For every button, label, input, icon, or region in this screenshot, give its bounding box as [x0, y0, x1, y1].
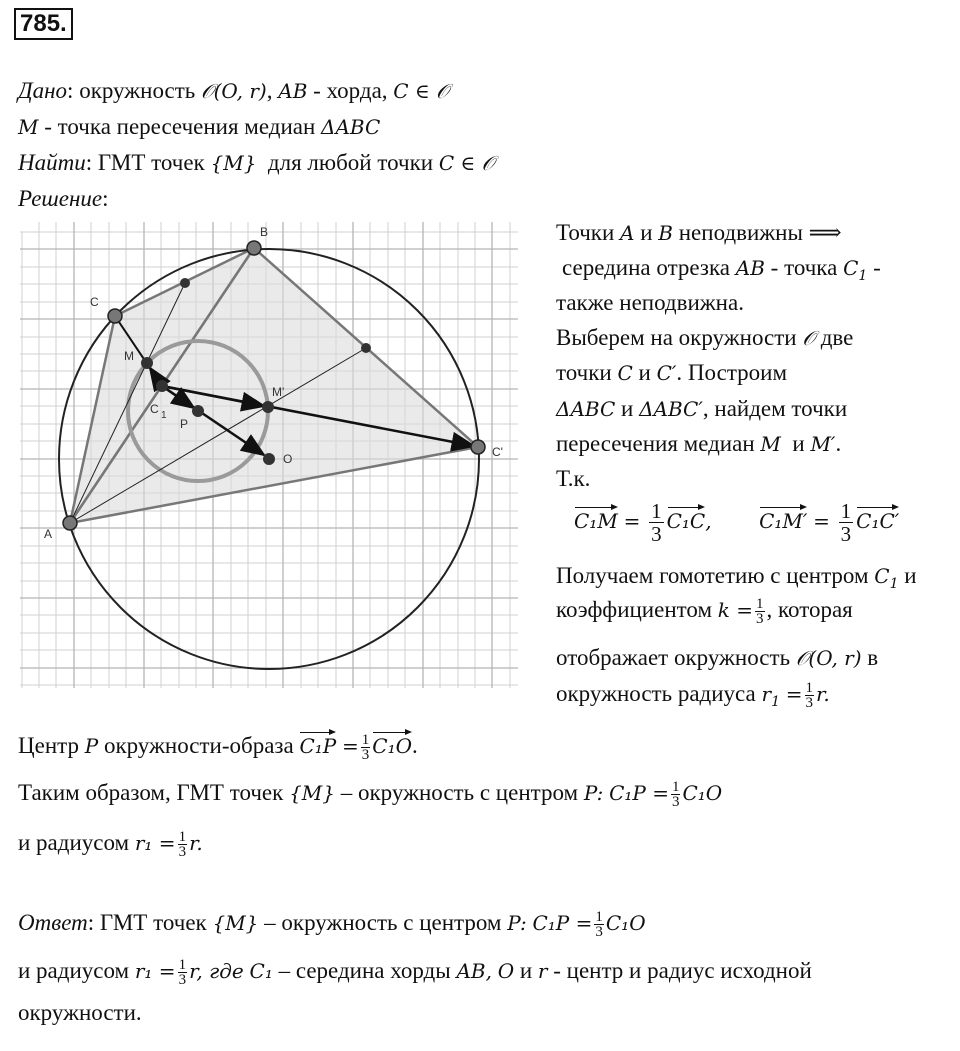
eq1-tail: ,	[705, 508, 712, 533]
label-C1: C	[150, 402, 159, 416]
rt-1-tail: неподвижны ⟹	[678, 220, 842, 245]
b1-frac: $\frac{1}{3}$	[361, 732, 370, 764]
a1-P: P:	[507, 911, 527, 935]
rt-8: Т.к.	[556, 466, 591, 491]
given-triangle-math: ΔABC	[321, 115, 381, 139]
b1-v1: C₁P	[299, 730, 336, 758]
rt-3: также неподвижна.	[556, 290, 744, 315]
rt-7-and: и	[792, 431, 805, 456]
problem-number: 785.	[14, 8, 73, 40]
given-text: окружность	[79, 78, 196, 103]
given-median-text: - точка пересечения медиан	[44, 114, 316, 139]
a1-text: ГМТ точек	[99, 910, 207, 935]
rt-2-AB: AB	[735, 256, 765, 280]
rt-5-and: и	[638, 360, 651, 385]
b3-tail: r.	[189, 831, 203, 855]
rt-13-eq: =	[785, 682, 803, 706]
b2-lhs: C₁P =	[609, 781, 669, 805]
right-line-12	[556, 645, 878, 671]
rt-12-O: 𝒪(O, r)	[795, 646, 862, 670]
bottom-line-2	[18, 780, 722, 809]
b1-text: Центр	[18, 733, 79, 758]
b3-r: r₁ =	[134, 831, 176, 855]
rt-5-C: C	[617, 361, 633, 385]
a2-C: C₁	[249, 959, 273, 983]
a1-lhs: C₁P =	[532, 911, 593, 935]
rt-7-M: M	[760, 432, 781, 456]
label-M: M	[124, 349, 134, 363]
point-C1	[156, 380, 168, 392]
a1-rhs: C₁O	[605, 911, 646, 935]
rt-1-A: A	[620, 221, 635, 245]
a2-text: и радиусом	[18, 958, 130, 983]
label-C: C	[90, 295, 99, 309]
find-text: ГМТ точек	[97, 150, 205, 175]
point-M-prime	[262, 401, 274, 413]
rt-6-tail: , найдем точки	[702, 396, 848, 421]
b2-M: {M}	[289, 781, 335, 805]
right-line-7	[556, 431, 841, 457]
given-line-2	[18, 114, 380, 140]
rt-6-and: и	[621, 396, 634, 421]
point-A	[63, 516, 77, 530]
rt-5-Cp: C′	[656, 361, 677, 385]
rt-11-frac: $\frac{1}{3}$	[756, 596, 764, 628]
answer-line-1: Ответ: ГМТ точек {M} – окружность с центром P: C₁P = $\frac{1}{3}$ C₁O	[18, 909, 646, 941]
a2-and: и	[519, 958, 533, 983]
b3-frac: $\frac{1}{3}$	[178, 829, 187, 861]
rt-2a: середина отрезка	[562, 255, 731, 280]
rt-6-t1: ΔABC	[556, 397, 616, 421]
point-O	[263, 453, 275, 465]
rt-7: пересечения медиан	[556, 431, 755, 456]
label-M-prime: M'	[272, 385, 285, 399]
a1-M: {M}	[212, 911, 259, 935]
a2-O: O	[497, 959, 515, 983]
rt-4-O: 𝒪	[802, 326, 815, 350]
right-equations: C₁M = $\frac{1}{3}$ C₁C, C₁M′ = $\frac{1}{3}$ C₁C′	[574, 499, 900, 546]
point-B	[247, 241, 261, 255]
answer-label: Ответ	[18, 910, 88, 935]
rt-11-tail: , которая	[766, 597, 853, 622]
rt-2-mid: - точка	[770, 255, 838, 280]
find-m-math: {M}	[210, 151, 257, 175]
point-M	[141, 357, 153, 369]
label-B: B	[260, 225, 269, 239]
rt-1-and: и	[640, 220, 653, 245]
label-C1-sub: 1	[161, 410, 167, 421]
rt-4: Выберем на окружности	[556, 325, 797, 350]
right-line-6	[556, 396, 847, 422]
rt-4-tail: две	[820, 325, 854, 350]
rt-2-tail: -	[873, 255, 881, 280]
given-chord-text: - хорда,	[313, 78, 388, 103]
rt-13-tail: r.	[816, 682, 830, 706]
a2-text2: – середина хорды	[278, 958, 451, 983]
given-line-1: Дано: окружность 𝒪(O, r), AB - хорда, C ∈ 𝒪	[18, 78, 449, 103]
bottom-line-3	[18, 830, 203, 859]
right-line-10	[556, 563, 917, 592]
b1-v2: C₁O	[372, 730, 412, 758]
b2-text2: – окружность с центром	[340, 780, 579, 805]
rt-13-frac: $\frac{1}{3}$	[805, 680, 814, 712]
a1-text2: – окружность с центром	[264, 910, 502, 935]
right-line-11	[556, 597, 853, 626]
midpoint-BC	[180, 278, 190, 288]
rt-10-tail: и	[904, 563, 917, 588]
given-circle-math: 𝒪(O, r)	[201, 79, 267, 103]
rt-5-tail: . Построим	[676, 360, 788, 385]
right-line-3	[556, 290, 744, 316]
b2-frac: $\frac{1}{3}$	[671, 779, 680, 811]
geometry-figure	[18, 218, 520, 690]
label-A: A	[44, 527, 53, 541]
point-C	[108, 309, 122, 323]
bottom-line-1	[18, 730, 418, 762]
eq2-lhs: C₁M′	[759, 505, 807, 533]
answer-line-2	[18, 958, 812, 987]
given-point-math: C ∈ 𝒪	[393, 79, 449, 103]
a2-r: r₁ =	[134, 959, 176, 983]
given-chord-math: AB	[278, 79, 308, 103]
given-m-math: M	[18, 115, 39, 139]
label-P: P	[180, 417, 189, 431]
rt-13-r: $r_1$	[761, 682, 780, 710]
b1-eq: =	[342, 734, 359, 758]
a2-AB: AB,	[456, 959, 492, 983]
a2-frac: $\frac{1}{3}$	[178, 957, 187, 989]
rt-12-tail: в	[867, 645, 879, 670]
b1-text2: окружности-образа	[103, 733, 294, 758]
find-line: Найти: ГМТ точек {M} для любой точки C ∈ 𝒪	[18, 150, 495, 175]
a1-frac: $\frac{1}{3}$	[595, 909, 603, 941]
right-line-2	[562, 255, 881, 284]
solution-label: Решение	[18, 186, 103, 211]
eq1-lhs: C₁M	[574, 505, 618, 533]
given-label: Дано	[18, 78, 68, 103]
find-text-2: для любой точки	[267, 150, 434, 175]
rt-11: коэффициентом	[556, 597, 713, 622]
eq2-rhs: C₁C′	[856, 505, 899, 533]
rt-2-C: $C_1$	[843, 256, 868, 284]
label-C-prime: C'	[492, 445, 503, 459]
right-line-1	[556, 220, 842, 246]
find-c-math: C ∈ 𝒪	[438, 151, 495, 175]
a2-tail: r, где	[189, 959, 244, 983]
find-label: Найти	[18, 150, 86, 175]
rt-13: окружность радиуса	[556, 681, 756, 706]
rt-1-B: B	[658, 221, 673, 245]
eq2-frac: $\frac{1}{3}$	[840, 499, 852, 546]
rt-6-t2: ΔABC′	[639, 397, 703, 421]
point-C-prime	[471, 440, 485, 454]
rt-5: точки	[556, 360, 612, 385]
answer-line-3	[18, 1000, 142, 1026]
right-line-4	[556, 325, 853, 351]
rt-10-C: $C_1$	[874, 564, 899, 592]
a2-text3: - центр и радиус исходной	[553, 958, 812, 983]
a2-r2: r	[537, 959, 548, 983]
midpoint-BCprime	[361, 343, 371, 353]
rt-7-tail: .	[835, 431, 842, 456]
a3-text: окружности.	[18, 1000, 142, 1025]
rt-7-Mp: M′	[810, 432, 836, 456]
b2-P: P:	[583, 781, 604, 805]
b1-tail: .	[411, 733, 418, 758]
b2-rhs: C₁O	[682, 781, 723, 805]
rt-12: отображает окружность	[556, 645, 791, 670]
eq1-rhs: C₁C	[667, 505, 706, 533]
rt-1a: Точки	[556, 220, 615, 245]
eq1-frac: $\frac{1}{3}$	[651, 499, 662, 546]
right-line-8	[556, 466, 590, 492]
b3-text: и радиусом	[18, 830, 130, 855]
b1-P: P	[84, 734, 99, 758]
solution-line: Решение:	[18, 186, 109, 211]
rt-11-k: k =	[717, 598, 753, 622]
label-O: O	[283, 452, 293, 466]
b2-text: Таким образом, ГМТ точек	[18, 780, 284, 805]
right-line-5	[556, 360, 787, 386]
point-P	[192, 405, 204, 417]
right-line-13	[556, 681, 830, 710]
rt-10: Получаем гомотетию с центром	[556, 563, 869, 588]
